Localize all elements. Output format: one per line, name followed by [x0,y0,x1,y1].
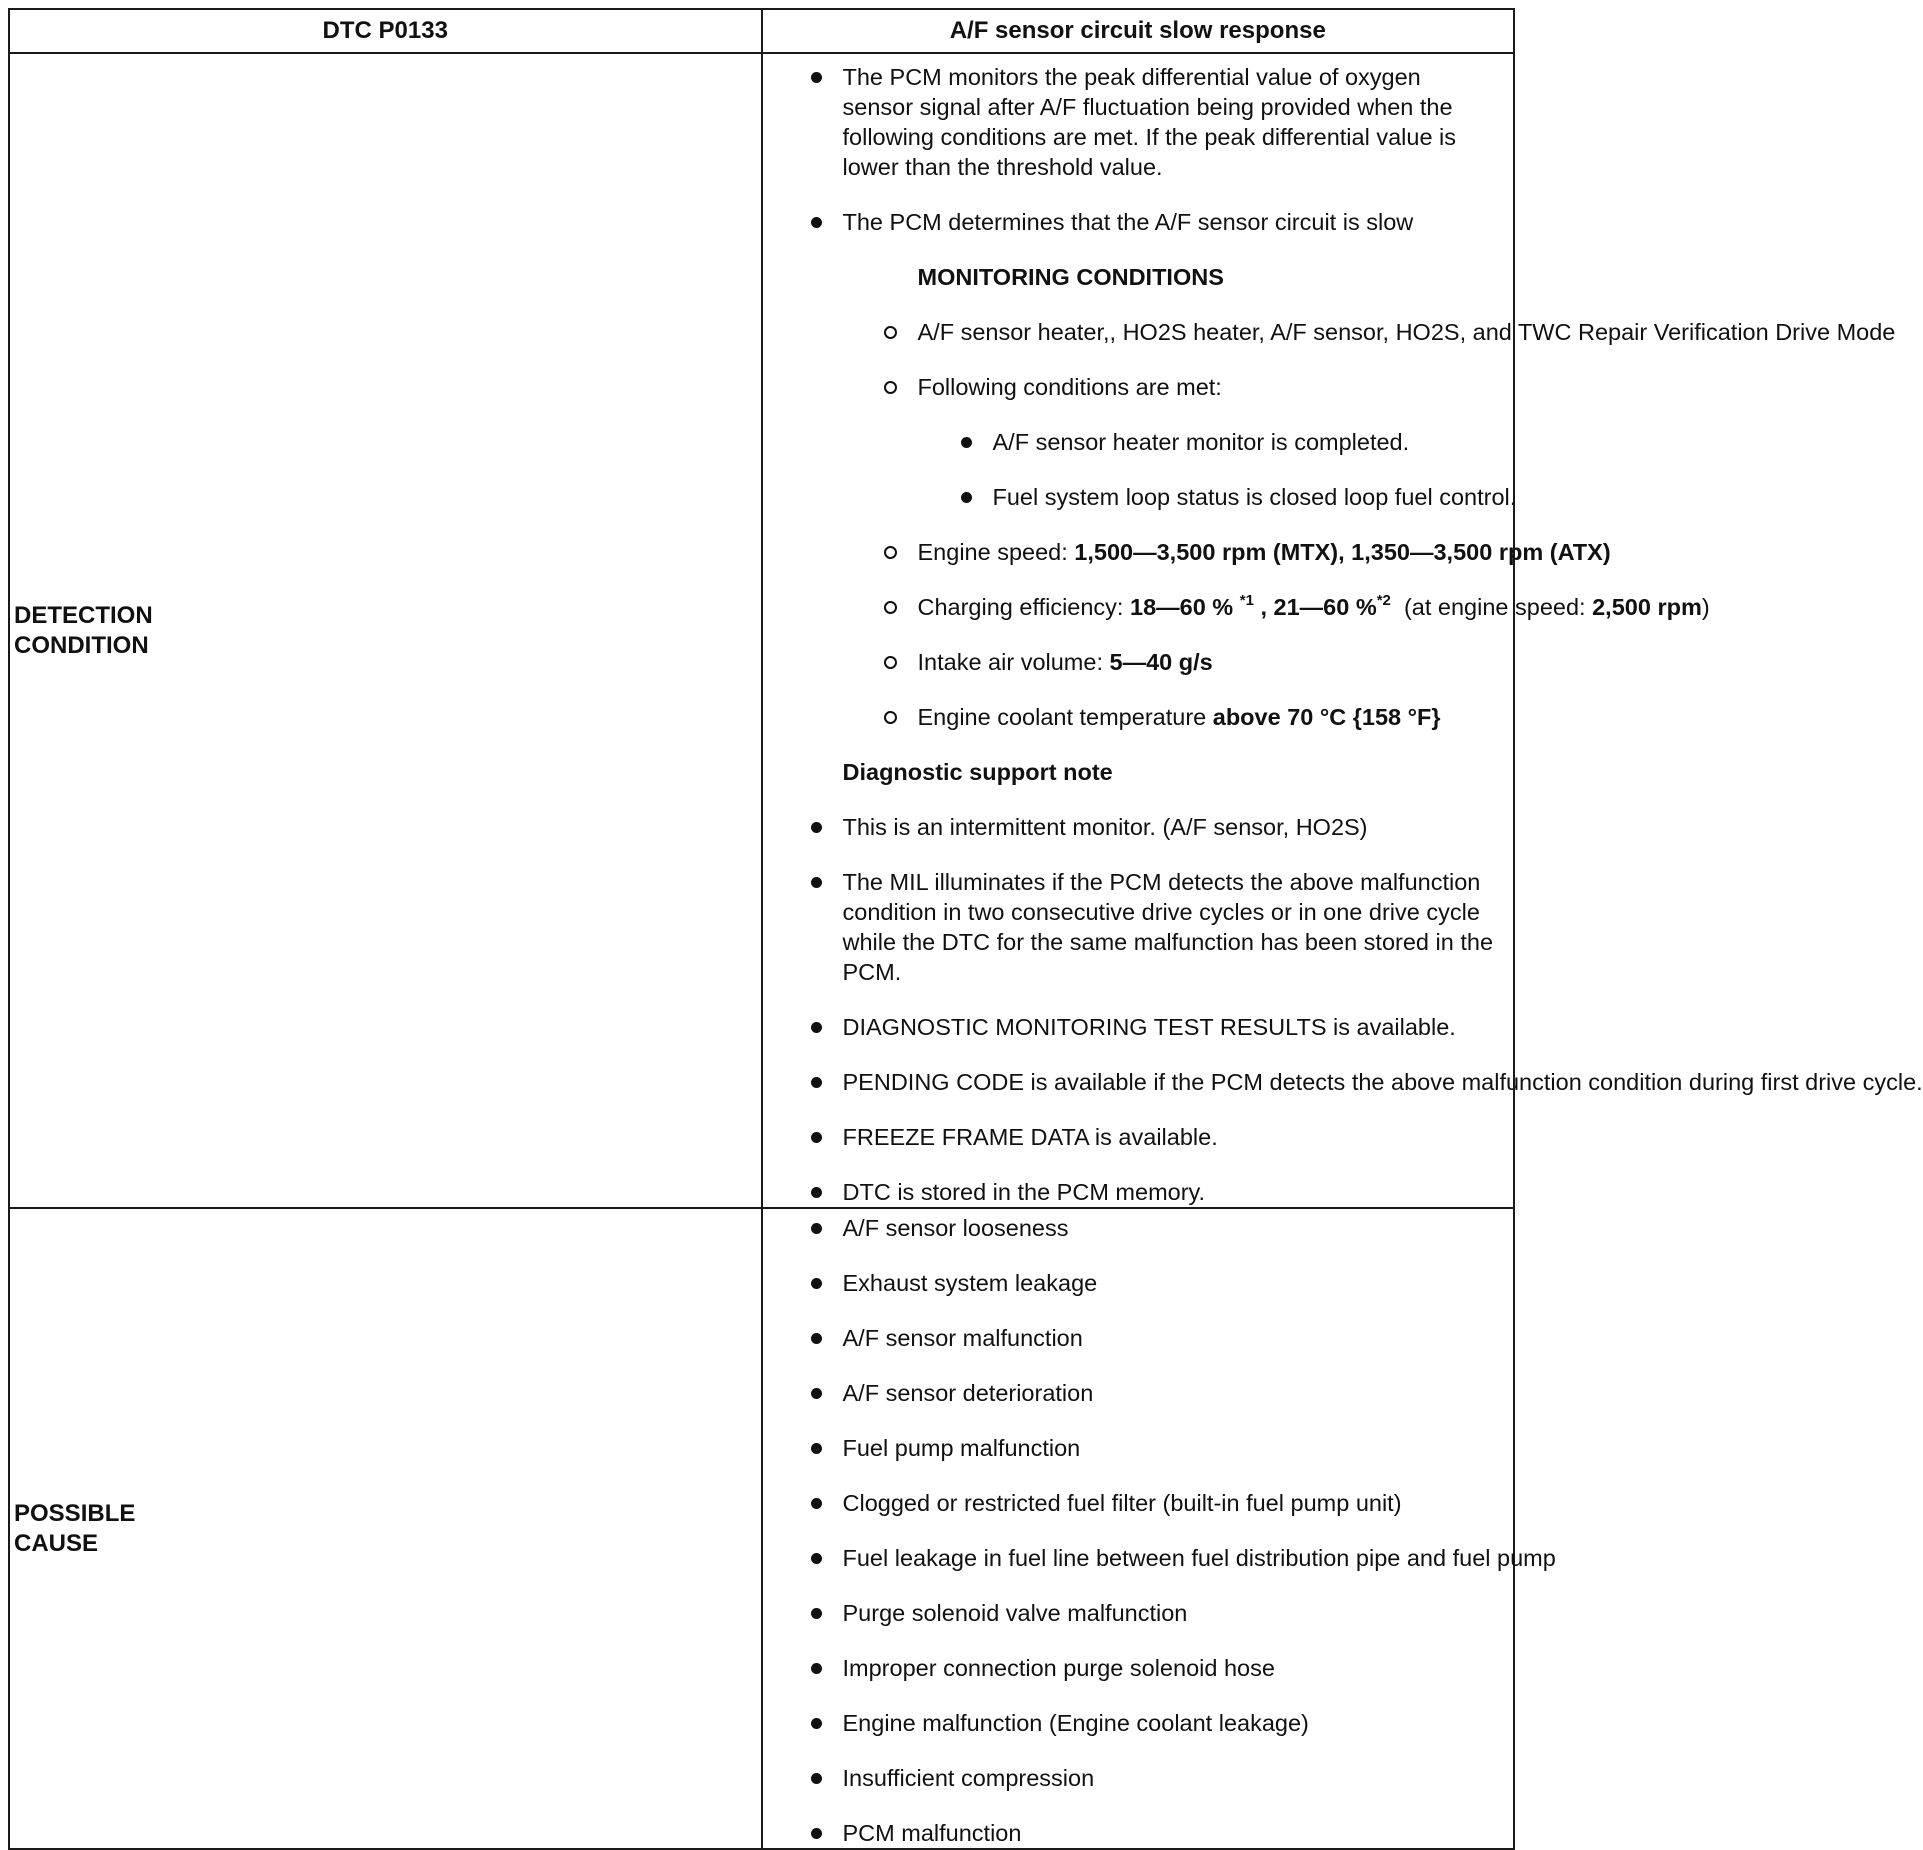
item-text: Following conditions are met: [917,374,1222,400]
list-item [763,1818,1514,1848]
list-item [763,1067,1923,1097]
item-text: Intake air volume: [917,649,1110,675]
cause-content [762,1208,1556,1849]
bullet-icon [961,437,972,448]
list-item [763,1763,1514,1793]
bullet-icon [811,1278,822,1289]
item-value: , [1253,594,1274,620]
item-text: Engine speed: [917,539,1075,565]
item-value: above 70 °C {158 °F} [1212,704,1441,730]
bullet-icon [811,1443,822,1454]
item-value: 2,500 rpm [1592,594,1702,620]
item-text: Fuel system loop status is closed loop fuel control. [992,484,1517,510]
item-text: Exhaust system leakage [842,1270,1098,1296]
item-text: This is an intermittent monitor. (A/F sensor, HO2S) [842,814,1368,840]
list-item [763,1268,1514,1298]
monitoring-heading: MONITORING CONDITIONS [917,264,1224,290]
circle-bullet-icon [884,656,897,669]
list-item [763,427,1514,457]
circle-bullet-icon [884,601,897,614]
item-text: A/F sensor looseness [842,1215,1069,1241]
label-line: CONDITION [14,631,149,659]
list-item [763,537,1611,567]
bullet-icon [811,1773,822,1784]
item-text: A/F sensor deterioration [842,1380,1094,1406]
bullet-icon [811,1718,822,1729]
list-item [763,1543,1556,1573]
item-text: Engine coolant temperature [917,704,1213,730]
item-text: PCM malfunction [842,1820,1022,1846]
cause-row [9,1208,1514,1849]
footnote-mark: *1 [1239,592,1254,609]
dtc-title: A/F sensor circuit slow response [762,9,1515,53]
list-item [763,592,1710,622]
list-item [763,207,1514,237]
item-text: Purge solenoid valve malfunction [842,1600,1188,1626]
circle-bullet-icon [884,381,897,394]
circle-bullet-icon [884,326,897,339]
circle-bullet-icon [884,546,897,559]
list-item [763,647,1514,677]
cause-label [9,1208,762,1849]
item-text: Insufficient compression [842,1765,1095,1791]
bullet-icon [811,1333,822,1344]
cause-list [763,1213,1556,1848]
list-item [763,1653,1514,1683]
bullet-icon [811,1663,822,1674]
bullet-icon [811,1828,822,1839]
item-text: Charging efficiency: [917,594,1130,620]
item-text: FREEZE FRAME DATA is available. [842,1124,1218,1150]
item-value: 5—40 g/s [1109,649,1213,675]
item-text: The PCM determines that the A/F sensor circuit is slow [842,209,1414,235]
list-item [763,1177,1514,1207]
list-item [763,372,1514,402]
item-text: A/F sensor heater monitor is completed. [992,429,1410,455]
dtc-code: DTC P0133 [9,9,762,53]
detection-row [9,53,1514,1208]
circle-bullet-icon [884,711,897,724]
item-value: 1,500—3,500 rpm (MTX), 1,350—3,500 rpm (ATX) [1074,539,1611,565]
list-item [763,317,1896,347]
bullet-icon [811,877,822,888]
bullet-icon [811,1223,822,1234]
bullet-icon [811,1388,822,1399]
item-value: 21—60 % [1273,594,1377,620]
item-text: A/F sensor malfunction [842,1325,1083,1351]
item-text: Fuel leakage in fuel line between fuel distribution pipe and fuel pump [842,1545,1556,1571]
list-item [763,1378,1514,1408]
item-value: 18—60 % [1130,594,1240,620]
bullet-icon [811,1132,822,1143]
item-text: The MIL illuminates if the PCM detects the above malfunction condition in two consecutive drive cycles or in one drive cycle while the DTC for the same malfunction has been stored in the PCM. [842,869,1494,985]
dtc-table [8,8,1923,1850]
bullet-icon [961,492,972,503]
bullet-icon [811,1022,822,1033]
list-item [763,1598,1514,1628]
item-text: The PCM monitors the peak differential value of oxygen sensor signal after A/F fluctuation being provided when the following conditions are met. If the peak differential value is lower than the threshold value. [842,64,1457,180]
item-text: Improper connection purge solenoid hose [842,1655,1275,1681]
bullet-icon [811,72,822,83]
list-item [763,1708,1514,1738]
list-item [763,1012,1514,1042]
item-text: PENDING CODE is available if the PCM detects the above malfunction condition during first drive cycle. [842,1069,1923,1095]
list-item [763,1213,1514,1243]
list-item [763,1433,1514,1463]
item-text: Clogged or restricted fuel filter (built-in fuel pump unit) [842,1490,1402,1516]
item-text: DTC is stored in the PCM memory. [842,1179,1206,1205]
list-item [763,1323,1514,1353]
label-line: POSSIBLE [14,1499,136,1527]
bullet-icon [811,217,822,228]
list-item [763,482,1517,512]
bullet-icon [811,1498,822,1509]
list-item [763,1122,1514,1152]
item-text: (at engine speed: [1390,594,1593,620]
header-row [9,9,1514,53]
detection-content [762,53,1923,1208]
list-item [763,812,1514,842]
bullet-icon [811,822,822,833]
list-item [763,867,1514,987]
label-line: CAUSE [14,1529,99,1557]
detection-label [9,53,762,1208]
footnote-mark: *2 [1376,592,1391,609]
label-line: DETECTION [14,601,153,629]
bullet-icon [811,1187,822,1198]
bullet-icon [811,1608,822,1619]
item-text: A/F sensor heater,, HO2S heater, A/F sensor, HO2S, and TWC Repair Verification Drive Mode [917,319,1896,345]
support-heading: Diagnostic support note [842,759,1113,785]
bullet-icon [811,1553,822,1564]
item-text: ) [1701,594,1710,620]
list-item [763,1488,1514,1518]
item-text: DIAGNOSTIC MONITORING TEST RESULTS is available. [842,1014,1456,1040]
item-text: Engine malfunction (Engine coolant leakage) [842,1710,1309,1736]
list-item [763,62,1514,182]
bullet-icon [811,1077,822,1088]
item-text: Fuel pump malfunction [842,1435,1081,1461]
list-item [763,702,1514,732]
